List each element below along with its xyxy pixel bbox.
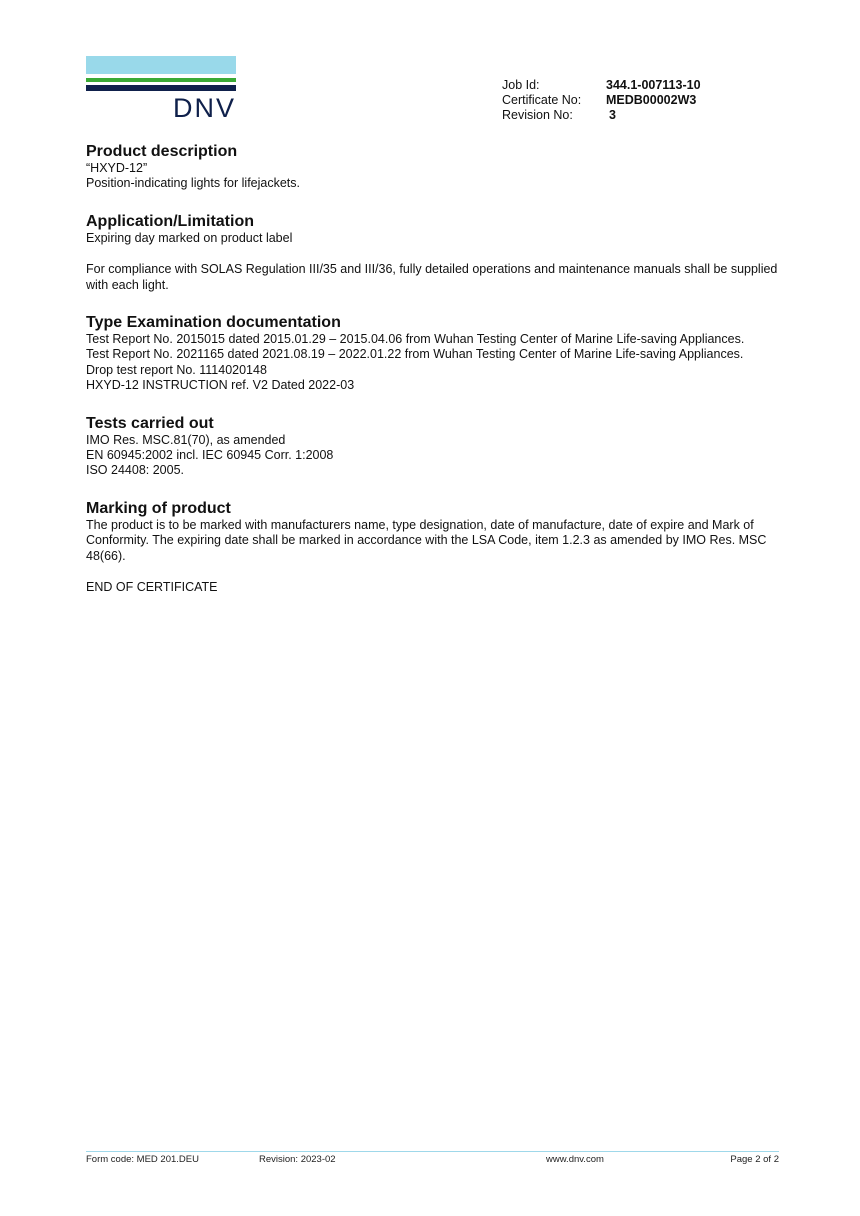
application-line-1: Expiring day marked on product label	[86, 230, 293, 245]
end-of-certificate: END OF CERTIFICATE	[86, 580, 218, 595]
type-examination-section	[86, 313, 786, 394]
type-examination-line: Test Report No. 2021165 dated 2021.08.19 – 2022.01.22 from Wuhan Testing Center of Marine Life-saving Appliances.	[86, 347, 744, 362]
application-section	[86, 212, 786, 293]
logo-wordmark: DNV	[172, 93, 236, 123]
job-id-value: 344.1-007113-10	[606, 78, 701, 92]
type-examination-line: HXYD-12 INSTRUCTION ref. V2 Dated 2022-03	[86, 378, 355, 393]
revision-label: Revision No:	[502, 108, 573, 122]
revision-row	[502, 108, 701, 123]
product-description-section	[86, 142, 786, 192]
test-standard: ISO 24408: 2005.	[86, 463, 184, 478]
revision-value: 3	[609, 108, 616, 122]
certificate-value: MEDB00002W3	[606, 93, 697, 107]
dnv-logo	[86, 56, 236, 122]
certificate-row	[502, 93, 701, 108]
test-standard: EN 60945:2002 incl. IEC 60945 Corr. 1:2008	[86, 448, 334, 463]
certificate-body	[86, 142, 786, 596]
product-description-heading: Product description	[86, 143, 238, 160]
application-heading: Application/Limitation	[86, 212, 254, 230]
footer-form-code: Form code: MED 201.DEU	[86, 1154, 199, 1165]
certificate-label: Certificate No:	[502, 93, 582, 107]
logo-bar-navy	[86, 85, 236, 91]
logo-bar-green	[86, 78, 236, 82]
logo-bar-sky	[86, 56, 236, 74]
marking-text: The product is to be marked with manufacturers name, type designation, date of manufacture, date of expire and Mark of Conformity. The expiring date shall be marked in accordance with the LSA Code, item 1.2.3 as amended by IMO Res. MSC 48(66).	[86, 517, 767, 563]
tests-section	[86, 414, 786, 479]
marking-heading: Marking of product	[86, 499, 231, 517]
job-id-label: Job Id:	[502, 78, 540, 92]
type-examination-line: Drop test report No. 1114020148	[86, 362, 267, 377]
job-id-row	[502, 78, 701, 93]
certificate-info	[502, 78, 701, 123]
footer-revision: Revision: 2023-02	[259, 1154, 336, 1165]
footer-website: www.dnv.com	[546, 1154, 604, 1165]
application-line-2: For compliance with SOLAS Regulation III/35 and III/36, fully detailed operations and maintenance manuals shall be supplied with each light.	[86, 262, 778, 292]
footer-divider	[86, 1151, 779, 1152]
test-standard: IMO Res. MSC.81(70), as amended	[86, 432, 286, 447]
product-name: “HXYD-12”	[86, 161, 148, 175]
type-examination-heading: Type Examination documentation	[86, 314, 341, 332]
marking-section	[86, 499, 786, 596]
footer-page-number: Page 2 of 2	[730, 1154, 779, 1165]
type-examination-line: Test Report No. 2015015 dated 2015.01.29 – 2015.04.06 from Wuhan Testing Center of Marine Life-saving Appliances.	[86, 332, 745, 347]
tests-heading: Tests carried out	[86, 414, 214, 432]
product-summary: Position-indicating lights for lifejackets.	[86, 176, 300, 191]
